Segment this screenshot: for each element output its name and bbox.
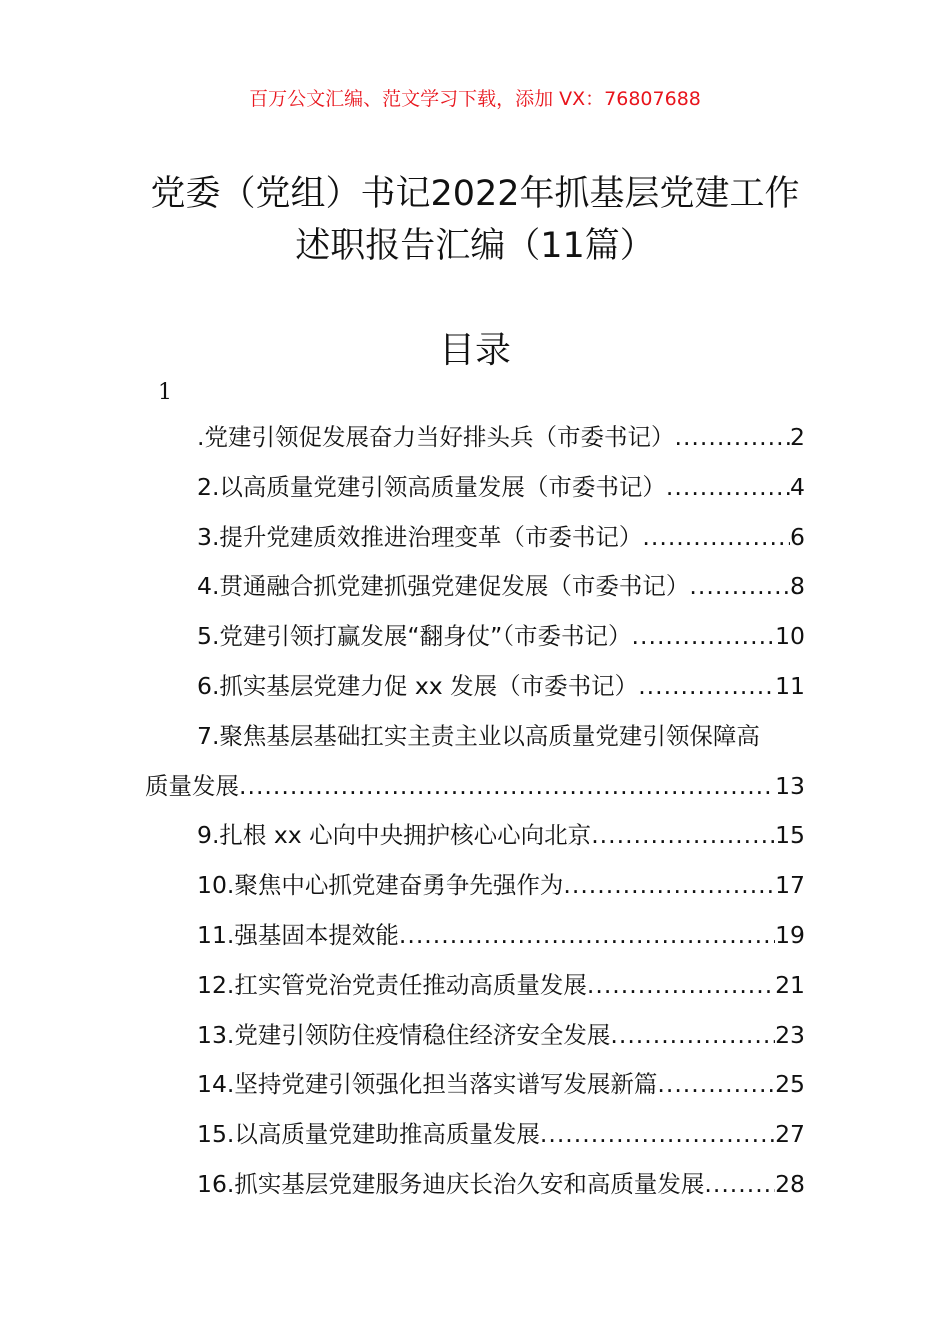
- toc-entry[interactable]: [145, 518, 805, 568]
- toc-entry-title: 6.抓实基层党建力促 xx 发展（市委书记）: [197, 671, 639, 700]
- toc-entry-title: 15.以高质量党建助推高质量发展: [197, 1120, 540, 1149]
- toc-entry-title: 4.贯通融合抓党建抓强党建促发展（市委书记）: [197, 572, 690, 601]
- document-title: [0, 168, 950, 272]
- toc-entry[interactable]: [145, 816, 805, 866]
- toc-entry-page: 25: [775, 1070, 805, 1099]
- toc-leader-dots: [657, 1070, 775, 1098]
- toc-heading: 目录: [438, 330, 511, 371]
- toc-entry-page: 23: [775, 1020, 805, 1049]
- toc-entry-page: 27: [775, 1120, 805, 1149]
- toc-entry-page: 21: [775, 970, 805, 999]
- toc-leader-dots: [666, 473, 790, 501]
- toc-leader-dots: [399, 921, 775, 949]
- toc-leader-dots: [540, 1120, 775, 1148]
- toc-entry-page: 8: [790, 572, 805, 601]
- toc-entry[interactable]: [145, 1115, 805, 1165]
- toc-entry[interactable]: [145, 1016, 805, 1066]
- toc-entry-page: 11: [775, 671, 805, 700]
- toc-leader-dots: [239, 772, 775, 800]
- toc-entry-page: 4: [790, 472, 805, 501]
- toc-entry[interactable]: [145, 866, 805, 916]
- toc-entry-title: 10.聚焦中心抓党建奋勇争先强作为: [197, 871, 564, 900]
- toc-entry-page: 13: [775, 771, 805, 800]
- toc-entry-title: 3.提升党建质效推进治理变革（市委书记）: [197, 522, 643, 551]
- toc-entry-title: 12.扛实管党治党责任推动高质量发展: [197, 970, 587, 999]
- toc-entry-title: 9.扎根 xx 心向中央拥护核心心向北京: [197, 821, 592, 850]
- toc-leader-dots: [610, 1021, 775, 1049]
- toc-entry-title: 16.抓实基层党建服务迪庆长治久安和高质量发展: [197, 1169, 705, 1198]
- toc-leader-dots: [674, 423, 790, 451]
- table-of-contents: [145, 418, 805, 1215]
- toc-leader-dots: [642, 523, 790, 551]
- toc-leader-dots: [704, 1170, 775, 1198]
- toc-entry[interactable]: [145, 567, 805, 617]
- document-title-line-2: 述职报告汇编（11篇）: [295, 226, 655, 266]
- toc-entry[interactable]: [145, 1065, 805, 1115]
- toc-entry-page: 10: [775, 622, 805, 651]
- toc-entry-page: 17: [775, 871, 805, 900]
- toc-entry-title: .党建引领促发展奋力当好排头兵（市委书记）: [197, 423, 675, 451]
- toc-leader-dots: [591, 821, 775, 849]
- toc-leader-dots: [632, 622, 776, 650]
- toc-entry-title: 11.强基固本提效能: [197, 920, 399, 949]
- toc-leader-dots: [587, 971, 775, 999]
- toc-entry-page: 2: [790, 423, 805, 451]
- toc-entry-wrapped-line-2[interactable]: [145, 767, 805, 817]
- toc-entry-title: 7.聚焦基层基础扛实主责主业以高质量党建引领保障高: [197, 721, 760, 750]
- toc-leader-dots: [638, 672, 775, 700]
- toc-entry-wrapped-line-1[interactable]: [145, 717, 805, 767]
- toc-entry-title: 14.坚持党建引领强化担当落实谱写发展新篇: [197, 1070, 658, 1099]
- toc-entry[interactable]: [145, 418, 805, 468]
- toc-entry-title: 13.党建引领防住疫情稳住经济安全发展: [197, 1020, 611, 1049]
- toc-entry[interactable]: [145, 667, 805, 717]
- toc-entry-page: 19: [775, 920, 805, 949]
- toc-entry-title-continued: 质量发展: [145, 771, 239, 800]
- toc-entry-page: 6: [790, 522, 805, 551]
- toc-entry-page: 15: [775, 821, 805, 850]
- header-promo-note: 百万公文汇编、范文学习下载，添加 VX：76807688: [249, 88, 701, 110]
- toc-entry-title: 5.党建引领打赢发展“翻身仗”（市委书记）: [197, 622, 632, 651]
- toc-leader-dots: [689, 572, 790, 600]
- toc-entry[interactable]: [145, 966, 805, 1016]
- toc-entry[interactable]: [145, 468, 805, 518]
- toc-entry-title: 2.以高质量党建引领高质量发展（市委书记）: [197, 472, 666, 501]
- toc-entry-page: 28: [775, 1169, 805, 1198]
- toc-entry[interactable]: [145, 617, 805, 667]
- toc-entry[interactable]: [145, 916, 805, 966]
- toc-entry[interactable]: [145, 1165, 805, 1215]
- document-title-line-1: 党委（党组）书记2022年抓基层党建工作: [150, 174, 800, 214]
- toc-leader-dots: [563, 871, 775, 899]
- toc-stray-number: 1: [158, 380, 172, 405]
